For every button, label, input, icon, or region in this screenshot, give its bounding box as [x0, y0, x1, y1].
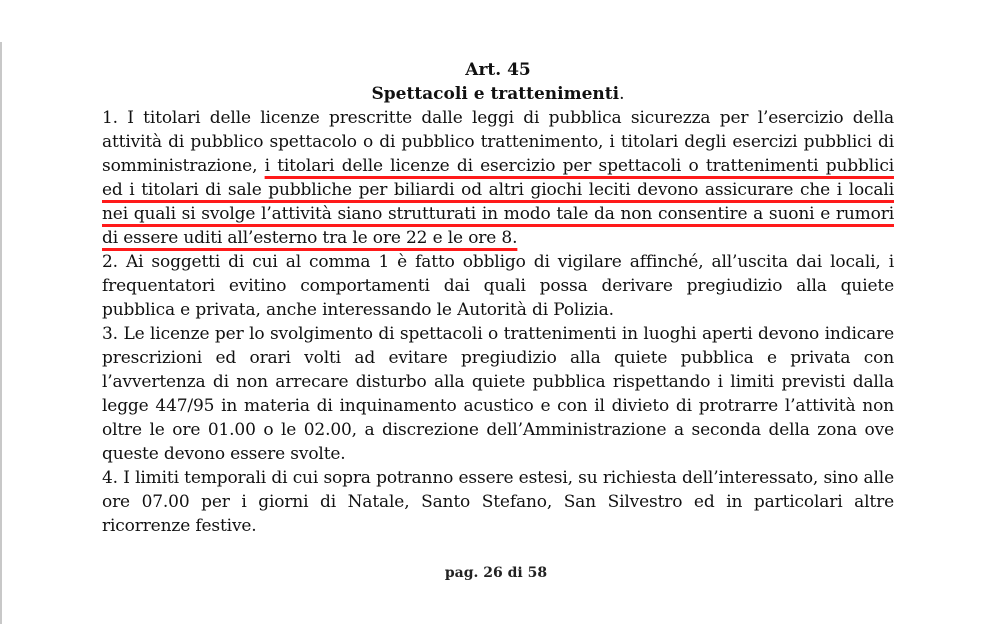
paragraph-4: 4. I limiti temporali di cui sopra potranno essere estesi, su richiesta dell’interessato, sino alle ore 07.00 per i giorni di Natale, Santo Stefano, San Silvestro ed in particolari altre ricorrenze festive.	[102, 468, 894, 536]
page-left-edge	[0, 42, 2, 624]
paragraph-1	[102, 106, 894, 250]
paragraph-1-text: 1. I titolari delle licenze prescritte dalle leggi di pubblica sicurezza per l’esercizio della attività di pubblico spettacolo o di pubblico trattenimento, i titolari degli esercizi pubblici di somministrazione,	[102, 108, 894, 176]
paragraph-1-highlighted-text: i titolari delle licenze di esercizio per spettacoli o trattenimenti pubblici ed i titolari di sale pubbliche per biliardi od altri giochi leciti devono assicurare che i locali nei quali si svolge l’attività siano strutturati in modo tale da non consentire a suoni e rumori di essere uditi all’esterno tra le ore 22 e le ore 8.	[102, 156, 894, 248]
article-heading-period: .	[619, 84, 625, 104]
page-number: pag. 26 di 58	[444, 565, 548, 581]
paragraph-2: 2. Ai soggetti di cui al comma 1 è fatto obbligo di vigilare affinché, all’uscita dai locali, i frequentatori evitino comportamenti dai quali possa derivare pregiudizio alla quiete pubblica e privata, anche interessando le Autorità di Polizia.	[102, 252, 894, 320]
document-body	[102, 58, 894, 538]
paragraph-3: 3. Le licenze per lo svolgimento di spettacoli o trattenimenti in luoghi aperti devono indicare prescrizioni ed orari volti ad evitare pregiudizio alla quiete pubblica e privata con l’avvertenza di non arrecare disturbo alla quiete pubblica rispettando i limiti previsti dalla legge 447/95 in materia di inquinamento acustico e con il divieto di protrarre l’attività non oltre le ore 01.00 o le 02.00, a discrezione dell’Amministrazione a seconda della zona ove queste devono essere svolte.	[102, 324, 894, 464]
article-heading	[102, 82, 894, 106]
article-heading-text: Spettacoli e trattenimenti	[371, 84, 620, 104]
article-number: Art. 45	[465, 60, 531, 80]
